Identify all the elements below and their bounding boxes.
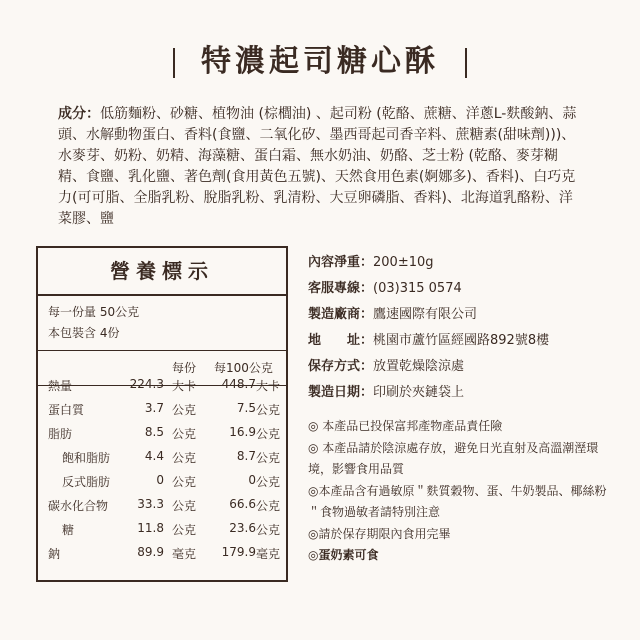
nutrient-name: 碳水化合物	[48, 499, 109, 513]
nutrition-row	[38, 422, 286, 446]
info-key: 製造廠商：	[308, 307, 374, 322]
per-100g-value: 8.7	[236, 449, 256, 463]
info-net-weight	[308, 250, 608, 276]
nutrition-row	[38, 398, 286, 422]
nutrition-row	[38, 446, 286, 470]
info-key: 地 址：	[308, 333, 374, 348]
nutrient-name: 飽和脂肪	[62, 451, 111, 465]
info-value: (03)315 0574	[373, 281, 462, 296]
nutrition-row	[38, 494, 286, 518]
per-serving-unit: 公克	[172, 451, 197, 465]
nutrition-facts-table	[36, 246, 288, 582]
nutrient-name: 蛋白質	[48, 403, 85, 417]
per-100g-unit: 公克	[256, 451, 281, 465]
per-serving-value: 11.8	[137, 521, 164, 535]
ingredients-label: 成分：	[58, 106, 100, 122]
nutrient-name: 糖	[62, 523, 75, 537]
per-100g-value: 179.9	[221, 545, 256, 559]
notice-list	[308, 416, 608, 567]
per-serving-value: 89.9	[137, 545, 164, 559]
notice-insurance: ◎ 本產品已投保富邦產物產品責任險	[308, 419, 503, 433]
notice-expiry: ◎請於保存期限內食用完畢	[308, 526, 451, 541]
per-serving-unit: 公克	[172, 403, 197, 417]
info-value: 印刷於夾鏈袋上	[373, 385, 465, 400]
per-100g-unit: 公克	[256, 427, 281, 441]
servings-per-package: 本包裝含 4份	[48, 326, 120, 340]
serving-size: 每一份量 50公克	[48, 305, 140, 319]
col-per-serving: 每份	[172, 361, 197, 375]
per-100g-unit: 公克	[256, 499, 281, 513]
info-value: 鷹速國際有限公司	[373, 307, 478, 322]
notice-vegetarian: ◎蛋奶素可食	[308, 548, 379, 562]
product-title: 特濃起司糖心酥	[201, 44, 439, 79]
nutrition-row	[38, 374, 286, 398]
per-100g-value: 16.9	[229, 425, 256, 439]
info-value: 放置乾燥陰涼處	[373, 359, 465, 374]
per-serving-unit: 公克	[172, 427, 197, 441]
per-serving-unit: 公克	[172, 523, 197, 537]
info-hotline	[308, 276, 608, 302]
per-serving-unit: 公克	[172, 499, 197, 513]
product-info-list	[308, 250, 608, 406]
per-100g-value: 448.7	[221, 377, 256, 391]
per-100g-unit: 公克	[256, 403, 281, 417]
per-serving-unit: 毫克	[172, 547, 197, 561]
per-serving-value: 3.7	[144, 401, 164, 415]
per-100g-unit: 毫克	[256, 547, 281, 561]
per-serving-value: 0	[156, 473, 164, 487]
nutrition-row	[38, 542, 286, 566]
per-100g-value: 66.6	[229, 497, 256, 511]
nutrient-name: 脂肪	[48, 427, 73, 441]
nutrition-rows	[38, 374, 286, 566]
per-100g-unit: 公克	[256, 475, 281, 489]
info-key: 保存方式：	[308, 359, 374, 374]
per-serving-value: 33.3	[137, 497, 164, 511]
title-left-bar	[173, 48, 175, 78]
nutrition-title: 營養標示	[38, 248, 286, 296]
notice-storage: ◎ 本產品請於陰涼處存放，避免日光直射及高溫潮溼環境，影響食用品質	[308, 440, 599, 476]
info-address	[308, 328, 608, 354]
per-serving-value: 8.5	[144, 425, 164, 439]
per-serving-unit: 公克	[172, 475, 197, 489]
nutrition-row	[38, 470, 286, 494]
col-per-100g: 每100公克	[214, 361, 273, 375]
info-value: 桃園市蘆竹區經國路892號8樓	[373, 333, 550, 348]
title-right-bar	[465, 48, 467, 78]
per-serving-value: 4.4	[144, 449, 164, 463]
ingredients-paragraph	[58, 104, 583, 230]
nutrient-name: 熱量	[48, 379, 73, 393]
per-100g-unit: 大卡	[256, 379, 281, 393]
per-100g-value: 23.6	[229, 521, 256, 535]
notice-allergen: ◎本產品含有過敏原＂麩質穀物、蛋、牛奶製品、椰絲粉＂食物過敏者請特別注意	[308, 483, 607, 519]
info-key: 製造日期：	[308, 385, 374, 400]
nutrient-name: 反式脂肪	[62, 475, 111, 489]
per-serving-value: 224.3	[129, 377, 164, 391]
info-production-date	[308, 380, 608, 406]
info-value: 200±10g	[373, 255, 434, 270]
product-title-block	[0, 36, 640, 80]
info-key: 內容淨重：	[308, 255, 374, 270]
ingredients-text: 低筋麵粉、砂糖、植物油 (棕櫚油) 、起司粉 (乾酪、蔗糖、洋蔥L-麩酸鈉、蒜頭、水解動物蛋白、香料(食鹽、二氧化矽、墨西哥起司香辛料、蔗糖素(甜味劑)))、水麥芽、奶粉、奶精、海藻糖、蛋白霜、無水奶油、奶酪、芝士粉 (乾酪、麥芽糊精、食鹽、乳化鹽、著色劑(食用黃色五號)、天然食用色素(婀娜多)、香料)、白巧克力(可可脂、全脂乳粉、脫脂乳粉、乳清粉、大豆卵磷脂、香料)、北海道乳酪粉、洋菜膠、鹽	[58, 106, 577, 227]
per-100g-value: 0	[248, 473, 256, 487]
per-100g-unit: 公克	[256, 523, 281, 537]
info-manufacturer	[308, 302, 608, 328]
nutrient-name: 鈉	[48, 547, 61, 561]
nutrition-row	[38, 518, 286, 542]
info-storage	[308, 354, 608, 380]
per-100g-value: 7.5	[236, 401, 256, 415]
info-key: 客服專線：	[308, 281, 374, 296]
per-serving-unit: 大卡	[172, 379, 197, 393]
